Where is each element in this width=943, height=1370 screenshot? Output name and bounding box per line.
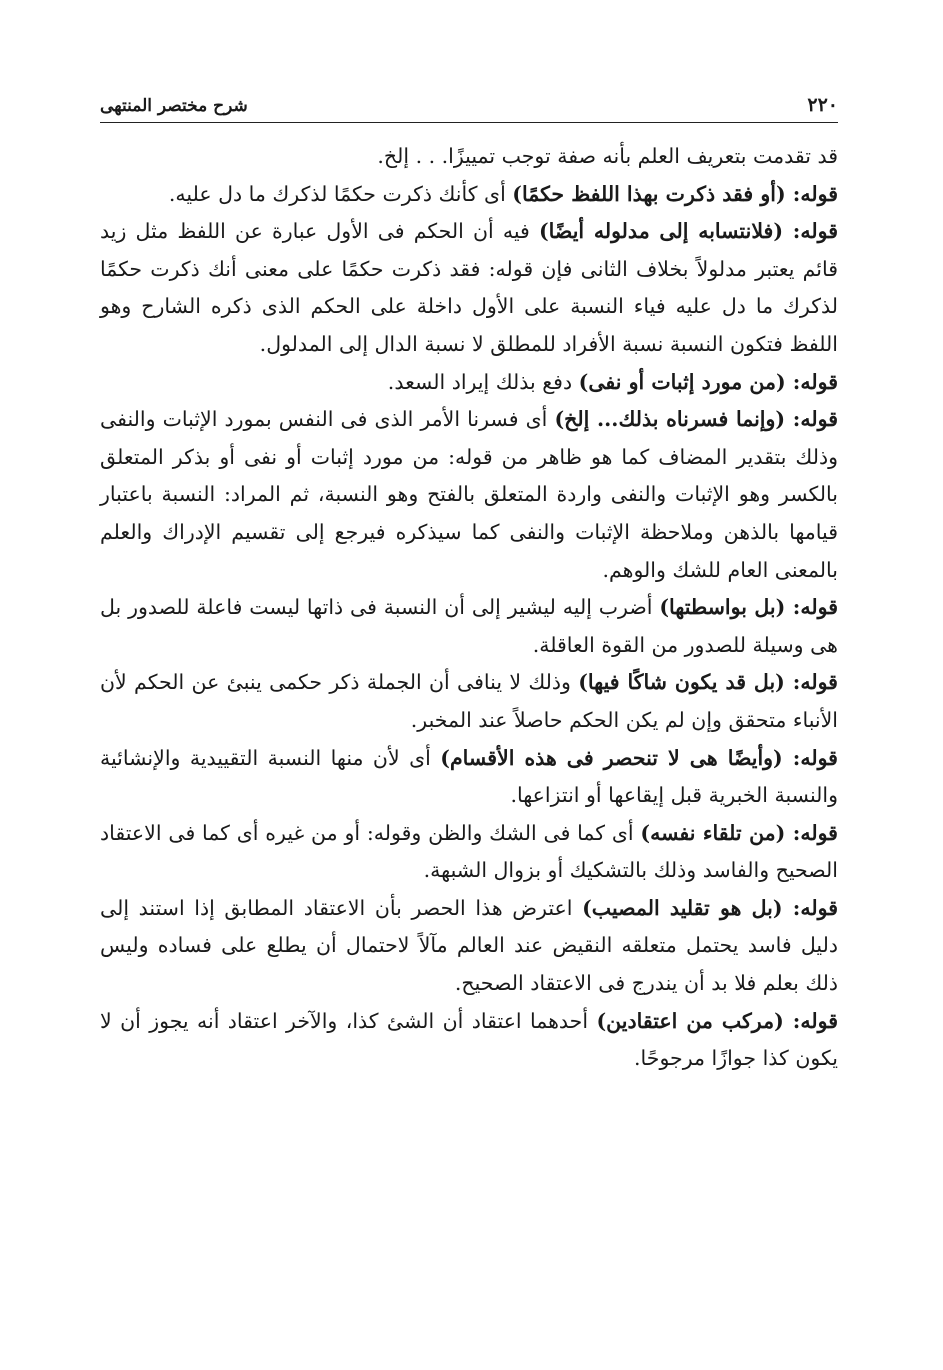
paragraph-7	[100, 664, 838, 739]
header-rule	[100, 122, 838, 123]
paragraph-text: أحدهما اعتقاد أن الشئ كذا، والآخر اعتقاد أنه يجوز أن لا يكون كذا جوازًا مرجوحًا.	[100, 1008, 838, 1071]
running-title: شرح مختصر المنتهى	[100, 96, 248, 116]
paragraph-text: اعترض هذا الحصر بأن الاعتقاد المطابق إذا استند إلى دليل فاسد يحتمل متعلقه النقيض عند العالم مآلاً لاحتمال أن يطلع على فساده وليس ذلك بعلم فلا بد أن يندرج فى الاعتقاد الصحيح.	[100, 895, 838, 996]
commentary-body	[100, 138, 838, 1078]
paragraph-5	[100, 401, 838, 589]
lemma-prefix: قوله:	[783, 219, 839, 244]
lemma-prefix: قوله:	[785, 820, 838, 845]
lemma: (من مورد إثبات أو نفى)	[578, 369, 786, 394]
paragraph-text: فيه أن الحكم فى الأول عبارة عن اللفظ مثل زيد قائم يعتبر مدلولاً بخلاف الثانى فإن قوله: فقد ذكرت حكمًا على معنى أنك ذكرت حكمًا لذكرك ما دل عليه فياء النسبة على الأول داخلة على الحكم الذى ذكره الشارح وهو اللفظ فتكون النسبة نسبة الأفراد للمطلق لا نسبة الدال إلى المدلول.	[100, 219, 838, 356]
lemma: (أو فقد ذكرت بهذا اللفظ حكمًا)	[512, 181, 786, 206]
paragraph-10	[100, 890, 838, 1003]
paragraph-text: أى كأنك ذكرت حكمًا لذكرك ما دل عليه.	[168, 181, 513, 206]
lemma-prefix: قوله:	[782, 895, 838, 920]
paragraph-4	[100, 364, 838, 402]
paragraph-6	[100, 589, 838, 664]
paragraph-text: وذلك لا ينافى أن الجملة ذكر حكمى ينبئ عن الحكم لأن الأنباء متحقق وإن لم يكن الحكم حاصلاً عند المخبر.	[100, 670, 838, 732]
page-header	[100, 86, 838, 116]
paragraph-text: أى كما فى الشك والظن وقوله: أو من غيره أى كما فى الاعتقاد الصحيح والفاسد وذلك بالتشكيك أو بزوال الشبهة.	[100, 820, 838, 883]
lemma-prefix: قوله:	[785, 595, 839, 620]
lemma-prefix: قوله:	[785, 181, 838, 206]
lemma: (مركب من اعتقادين)	[596, 1008, 784, 1033]
lemma-prefix: قوله:	[785, 407, 838, 432]
lemma-prefix: قوله:	[784, 670, 838, 695]
lemma: (بل هو تقليد المصيب)	[582, 895, 783, 920]
paragraph-2	[100, 176, 838, 214]
paragraph-text: أضرب إليه ليشير إلى أن النسبة فى ذاتها ليست فاعلة للصدور بل هى وسيلة للصدور من القوة العاقلة.	[100, 595, 838, 657]
lemma: (بل قد يكون شاكًا فيها)	[578, 670, 785, 695]
paragraph-3	[100, 213, 838, 363]
lemma: (وأيضًا هى لا تنحصر فى هذه الأقسام)	[440, 745, 783, 770]
paragraph-11	[100, 1003, 838, 1078]
paragraph-text: قد تقدمت بتعريف العلم بأنه صفة توجب تمييزًا. . . إلخ.	[377, 144, 838, 168]
page-number: ٢٢٠	[807, 94, 838, 116]
lemma-prefix: قوله:	[783, 1008, 838, 1033]
lemma: (فلانتسابه إلى مدلوله أيضًا)	[538, 219, 784, 244]
paragraph-text: أى فسرنا الأمر الذى فى النفس بمورد الإثبات والنفى وذلك بتقدير المضاف كما هو ظاهر من قوله: من مورد إثبات أو نفى أو بذكر المتعلق بالكسر وهو الإثبات والنفى واردة المتعلق بالفتح وهو النسبة، ثم المراد: النسبة باعتبار قيامها بالذهن وملاحظة الإثبات والنفى كما سيذكره فيرجع إلى تقسيم الإدراك والعلم بالمعنى العام للشك والوهم.	[100, 407, 838, 582]
lemma: (بل بواسطتها)	[659, 595, 786, 620]
lemma-prefix: قوله:	[785, 369, 838, 394]
paragraph-text: دفع بذلك إيراد السعد.	[387, 369, 579, 394]
lemma: (من تلقاء نفسه)	[640, 820, 786, 845]
paragraph-9	[100, 815, 838, 890]
lemma: (وإنما فسرناه بذلك... إلخ)	[554, 407, 786, 432]
paragraph-8	[100, 740, 838, 815]
paragraph-text: أى لأن منها النسبة التقييدية والإنشائية والنسبة الخبرية قبل إيقاعها أو انتزاعها.	[100, 745, 838, 808]
lemma-prefix: قوله:	[782, 745, 838, 770]
paragraph-1	[100, 138, 838, 176]
